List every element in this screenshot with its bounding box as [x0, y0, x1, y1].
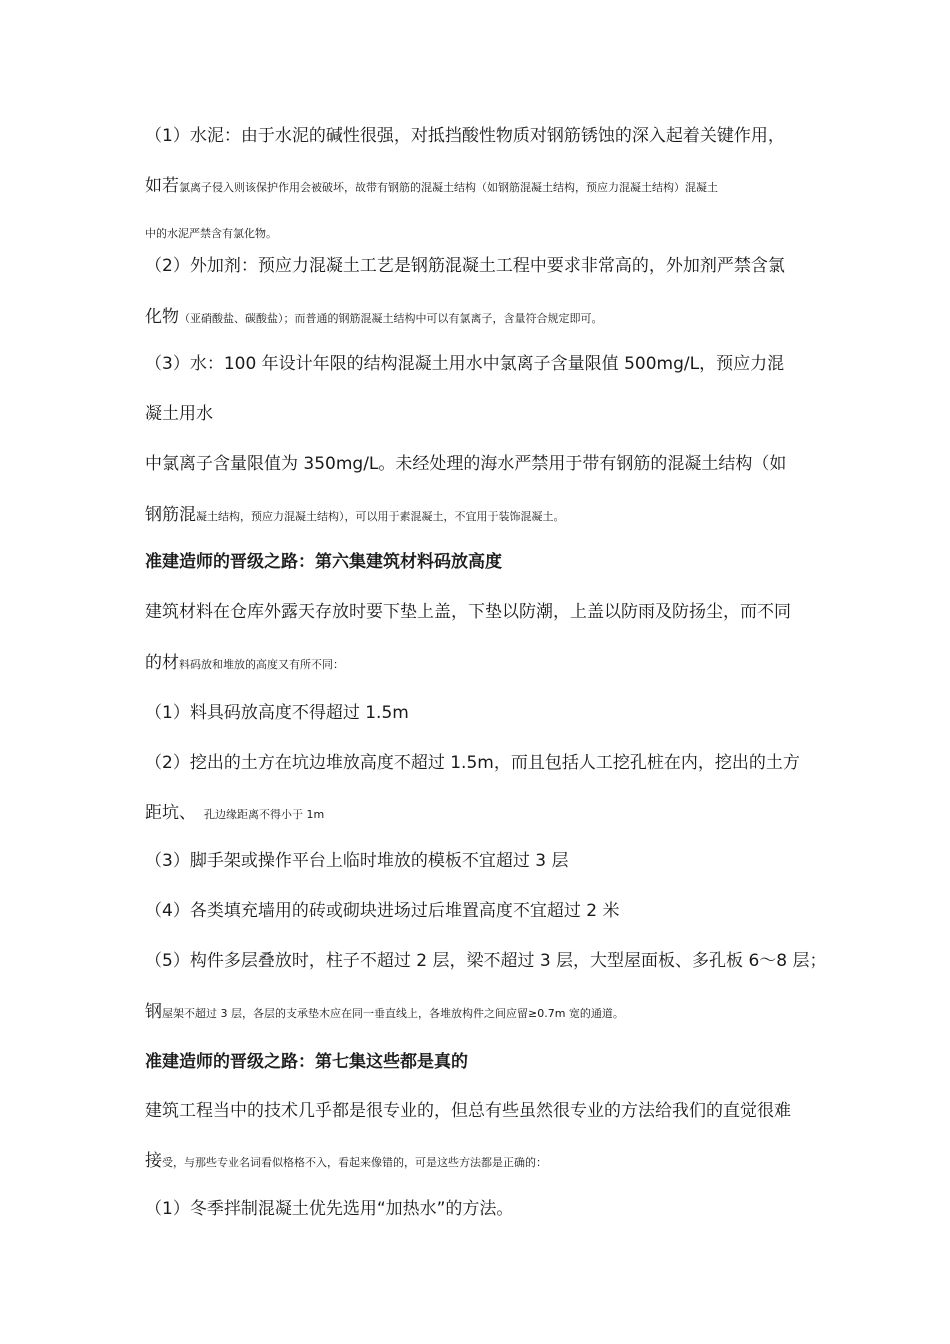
section6-item4: （4）各类填充墙用的砖或砌块进场过后堆置高度不宜超过 2 米 — [145, 901, 620, 921]
additive-line2-lead: 化物 — [145, 307, 179, 327]
section7-intro-lead: 接 — [145, 1151, 162, 1171]
section6-heading: 准建造师的晋级之路：第六集建筑材料码放高度 — [145, 552, 502, 572]
additive-paragraph-line2 — [145, 309, 603, 326]
water-paragraph-line2: 凝土用水 — [145, 404, 213, 424]
water-paragraph-line4 — [145, 507, 565, 524]
cement-line2-rest: 氯离子侵入则该保护作用会被破坏，故带有钢筋的混凝土结构（如钢筋混凝土结构，预应力混凝土结构）混凝土 — [179, 181, 718, 194]
section6-item5-rest: 屋架不超过 3 层，各层的支承垫木应在同一垂直线上，各堆放构件之间应留≥0.7m 宽的通道。 — [162, 1007, 624, 1020]
section7-intro-line2 — [145, 1153, 547, 1170]
section6-item2-line2 — [145, 805, 324, 822]
section7-item1: （1）冬季拌制混凝土优先选用“加热水”的方法。 — [145, 1199, 514, 1219]
section7-heading: 准建造师的晋级之路：第七集这些都是真的 — [145, 1052, 468, 1072]
section6-intro-line1: 建筑材料在仓库外露天存放时要下垫上盖，下垫以防潮，上盖以防雨及防扬尘，而不同 — [145, 602, 791, 622]
section6-item2-rest: 孔边缘距离不得小于 1m — [204, 808, 325, 821]
section6-item2-lead: 距坑、 — [145, 803, 196, 823]
additive-paragraph-line1: （2）外加剂：预应力混凝土工艺是钢筋混凝土工程中要求非常高的，外加剂严禁含氯 — [145, 256, 785, 276]
section6-intro-line2 — [145, 655, 344, 672]
section7-intro-rest: 受，与那些专业名词看似格格不入，看起来像错的，可是这些方法都是正确的： — [162, 1156, 547, 1169]
water-paragraph-line1: （3）水：100 年设计年限的结构混凝土用水中氯离子含量限值 500mg/L，预应力混 — [145, 354, 785, 374]
water-paragraph-line3: 中氯离子含量限值为 350mg/L。未经处理的海水严禁用于带有钢筋的混凝土结构（如 — [145, 454, 787, 474]
cement-paragraph-line3: 中的水泥严禁含有氯化物。 — [145, 227, 277, 240]
section6-item5-line2 — [145, 1004, 624, 1021]
cement-line2-lead: 如若 — [145, 176, 179, 196]
cement-paragraph-line1: （1）水泥：由于水泥的碱性很强，对抵挡酸性物质对钢筋锈蚀的深入起着关键作用， — [145, 126, 785, 146]
cement-paragraph-line2 — [145, 178, 718, 195]
additive-line2-rest: （亚硝酸盐、碳酸盐）；而普通的钢筋混凝土结构中可以有氯离子，含量符合规定即可。 — [179, 312, 603, 325]
water-line4-rest: 凝土结构，预应力混凝土结构），可以用于素混凝土，不宜用于装饰混凝土。 — [196, 510, 565, 523]
section6-item3: （3）脚手架或操作平台上临时堆放的模板不宜超过 3 层 — [145, 851, 569, 871]
section6-intro-rest: 料码放和堆放的高度又有所不同： — [179, 658, 344, 671]
section7-intro-line1: 建筑工程当中的技术几乎都是很专业的，但总有些虽然很专业的方法给我们的直觉很难 — [145, 1101, 791, 1121]
section6-intro-lead: 的材 — [145, 653, 179, 673]
section6-item2-line1: （2）挖出的土方在坑边堆放高度不超过 1.5m，而且包括人工挖孔桩在内，挖出的土方 — [145, 753, 800, 773]
water-line4-lead: 钢筋混 — [145, 505, 196, 525]
section6-item5-lead: 钢 — [145, 1002, 162, 1022]
section6-item1: （1）料具码放高度不得超过 1.5m — [145, 703, 409, 723]
section6-item5-line1: （5）构件多层叠放时，柱子不超过 2 层，梁不超过 3 层，大型屋面板、多孔板 6～8 层； — [145, 951, 827, 971]
